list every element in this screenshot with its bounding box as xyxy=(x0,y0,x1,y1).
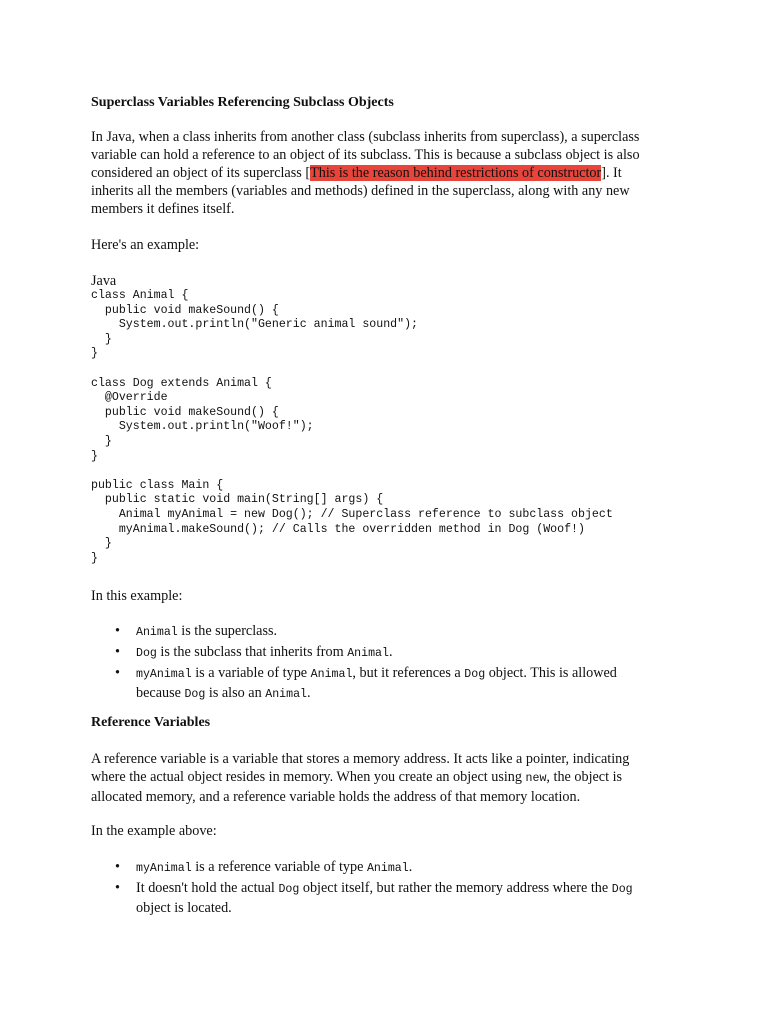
intro-line-3-end: ]. It xyxy=(601,165,622,181)
inline-code: Animal xyxy=(265,688,307,701)
bullet-text: is also an xyxy=(205,685,266,701)
bullet-text: object is located. xyxy=(136,900,232,916)
inline-code: myAnimal xyxy=(136,668,192,681)
bullet-icon: • xyxy=(115,665,120,681)
inline-code: Dog xyxy=(278,883,300,896)
bullet-text: It doesn't hold the actual xyxy=(136,880,279,896)
code-line: } xyxy=(91,332,112,346)
inline-code: Animal xyxy=(310,668,353,681)
bullet-text: object itself, but rather the memory address where the xyxy=(299,880,612,896)
code-language-label: Java xyxy=(91,273,117,289)
code-line: System.out.println("Generic animal sound"); xyxy=(91,318,418,332)
list-item xyxy=(115,643,675,663)
reference-paragraph xyxy=(91,750,691,806)
bullet-text: object. This is allowed xyxy=(485,665,617,681)
reference-line-3: allocated memory, and a reference variable holds the address of that memory location. xyxy=(91,789,581,805)
bullet-text: is the superclass. xyxy=(177,623,278,639)
main-heading: Superclass Variables Referencing Subclass Objects xyxy=(91,95,394,110)
in-example-above-label: In the example above: xyxy=(91,823,217,839)
bullet-text: . xyxy=(388,644,393,660)
bullet-text: . xyxy=(408,859,413,875)
bullet-text: . xyxy=(306,685,311,701)
code-line: Animal myAnimal = new Dog(); // Superclass reference to subclass object xyxy=(91,507,613,521)
example-bullet-list xyxy=(115,622,675,705)
highlighted-note: This is the reason behind restrictions of constructor xyxy=(310,165,602,181)
bullet-text: because xyxy=(136,685,185,701)
bullet-text: is the subclass that inherits from xyxy=(156,644,348,660)
intro-line-2: variable can hold a reference to an object of its subclass. This is because a subclass object is also xyxy=(91,147,640,163)
code-line: myAnimal.makeSound(); // Calls the overridden method in Dog (Woof!) xyxy=(91,522,585,536)
code-line: } xyxy=(91,551,98,565)
code-line: @Override xyxy=(91,391,168,405)
reference-variables-heading: Reference Variables xyxy=(91,715,211,730)
code-line: class Dog extends Animal { xyxy=(91,376,272,390)
code-line: } xyxy=(91,537,112,551)
bullet-icon: • xyxy=(115,880,120,896)
intro-line-1: In Java, when a class inherits from another class (subclass inherits from superclass), a superclass xyxy=(91,129,640,145)
reference-line-2 xyxy=(91,768,691,788)
bullet-text: is a reference variable of type xyxy=(191,859,367,875)
code-block xyxy=(91,289,613,566)
reference-bullet-list xyxy=(115,858,675,918)
list-item xyxy=(115,664,675,704)
inline-code: myAnimal xyxy=(136,862,192,875)
inline-code: new xyxy=(525,772,547,785)
code-line: public void makeSound() { xyxy=(91,405,279,419)
code-line: } xyxy=(91,434,112,448)
list-item xyxy=(115,858,675,878)
bullet-icon: • xyxy=(115,623,120,639)
code-line: } xyxy=(91,449,98,463)
inline-code: Dog xyxy=(464,668,486,681)
reference-line-1: A reference variable is a variable that stores a memory address. It acts like a pointer, indicating xyxy=(91,751,630,767)
intro-line-5: members it defines itself. xyxy=(91,201,235,217)
inline-code: Dog xyxy=(184,688,206,701)
intro-line-4: inherits all the members (variables and methods) defined in the superclass, along with any new xyxy=(91,183,630,199)
inline-code: Dog xyxy=(136,647,157,660)
example-intro: Here's an example: xyxy=(91,237,200,253)
intro-line-3 xyxy=(91,164,691,182)
inline-code: Dog xyxy=(611,883,633,896)
list-item xyxy=(115,879,675,917)
in-this-example-label: In this example: xyxy=(91,588,183,604)
bullet-icon: • xyxy=(115,644,120,660)
code-line: public class Main { xyxy=(91,478,224,492)
list-item xyxy=(115,622,675,642)
reference-line-2-start: where the actual object resides in memory. When you create an object using xyxy=(91,769,526,785)
intro-line-3-start: considered an object of its superclass [ xyxy=(91,165,311,181)
inline-code: Animal xyxy=(136,626,178,639)
code-line: System.out.println("Woof!"); xyxy=(91,420,314,434)
code-line: public static void main(String[] args) { xyxy=(91,493,384,507)
reference-line-2-end: , the object is xyxy=(546,769,623,785)
bullet-text: , but it references a xyxy=(352,665,465,681)
code-line: } xyxy=(91,347,98,361)
inline-code: Animal xyxy=(347,647,389,660)
inline-code: Animal xyxy=(366,862,409,875)
code-line xyxy=(91,464,613,479)
bullet-icon: • xyxy=(115,859,120,875)
code-line xyxy=(91,362,613,377)
code-line: public void makeSound() { xyxy=(91,303,279,317)
intro-paragraph xyxy=(91,128,691,218)
bullet-text: is a variable of type xyxy=(191,665,311,681)
code-line: class Animal { xyxy=(91,289,189,302)
